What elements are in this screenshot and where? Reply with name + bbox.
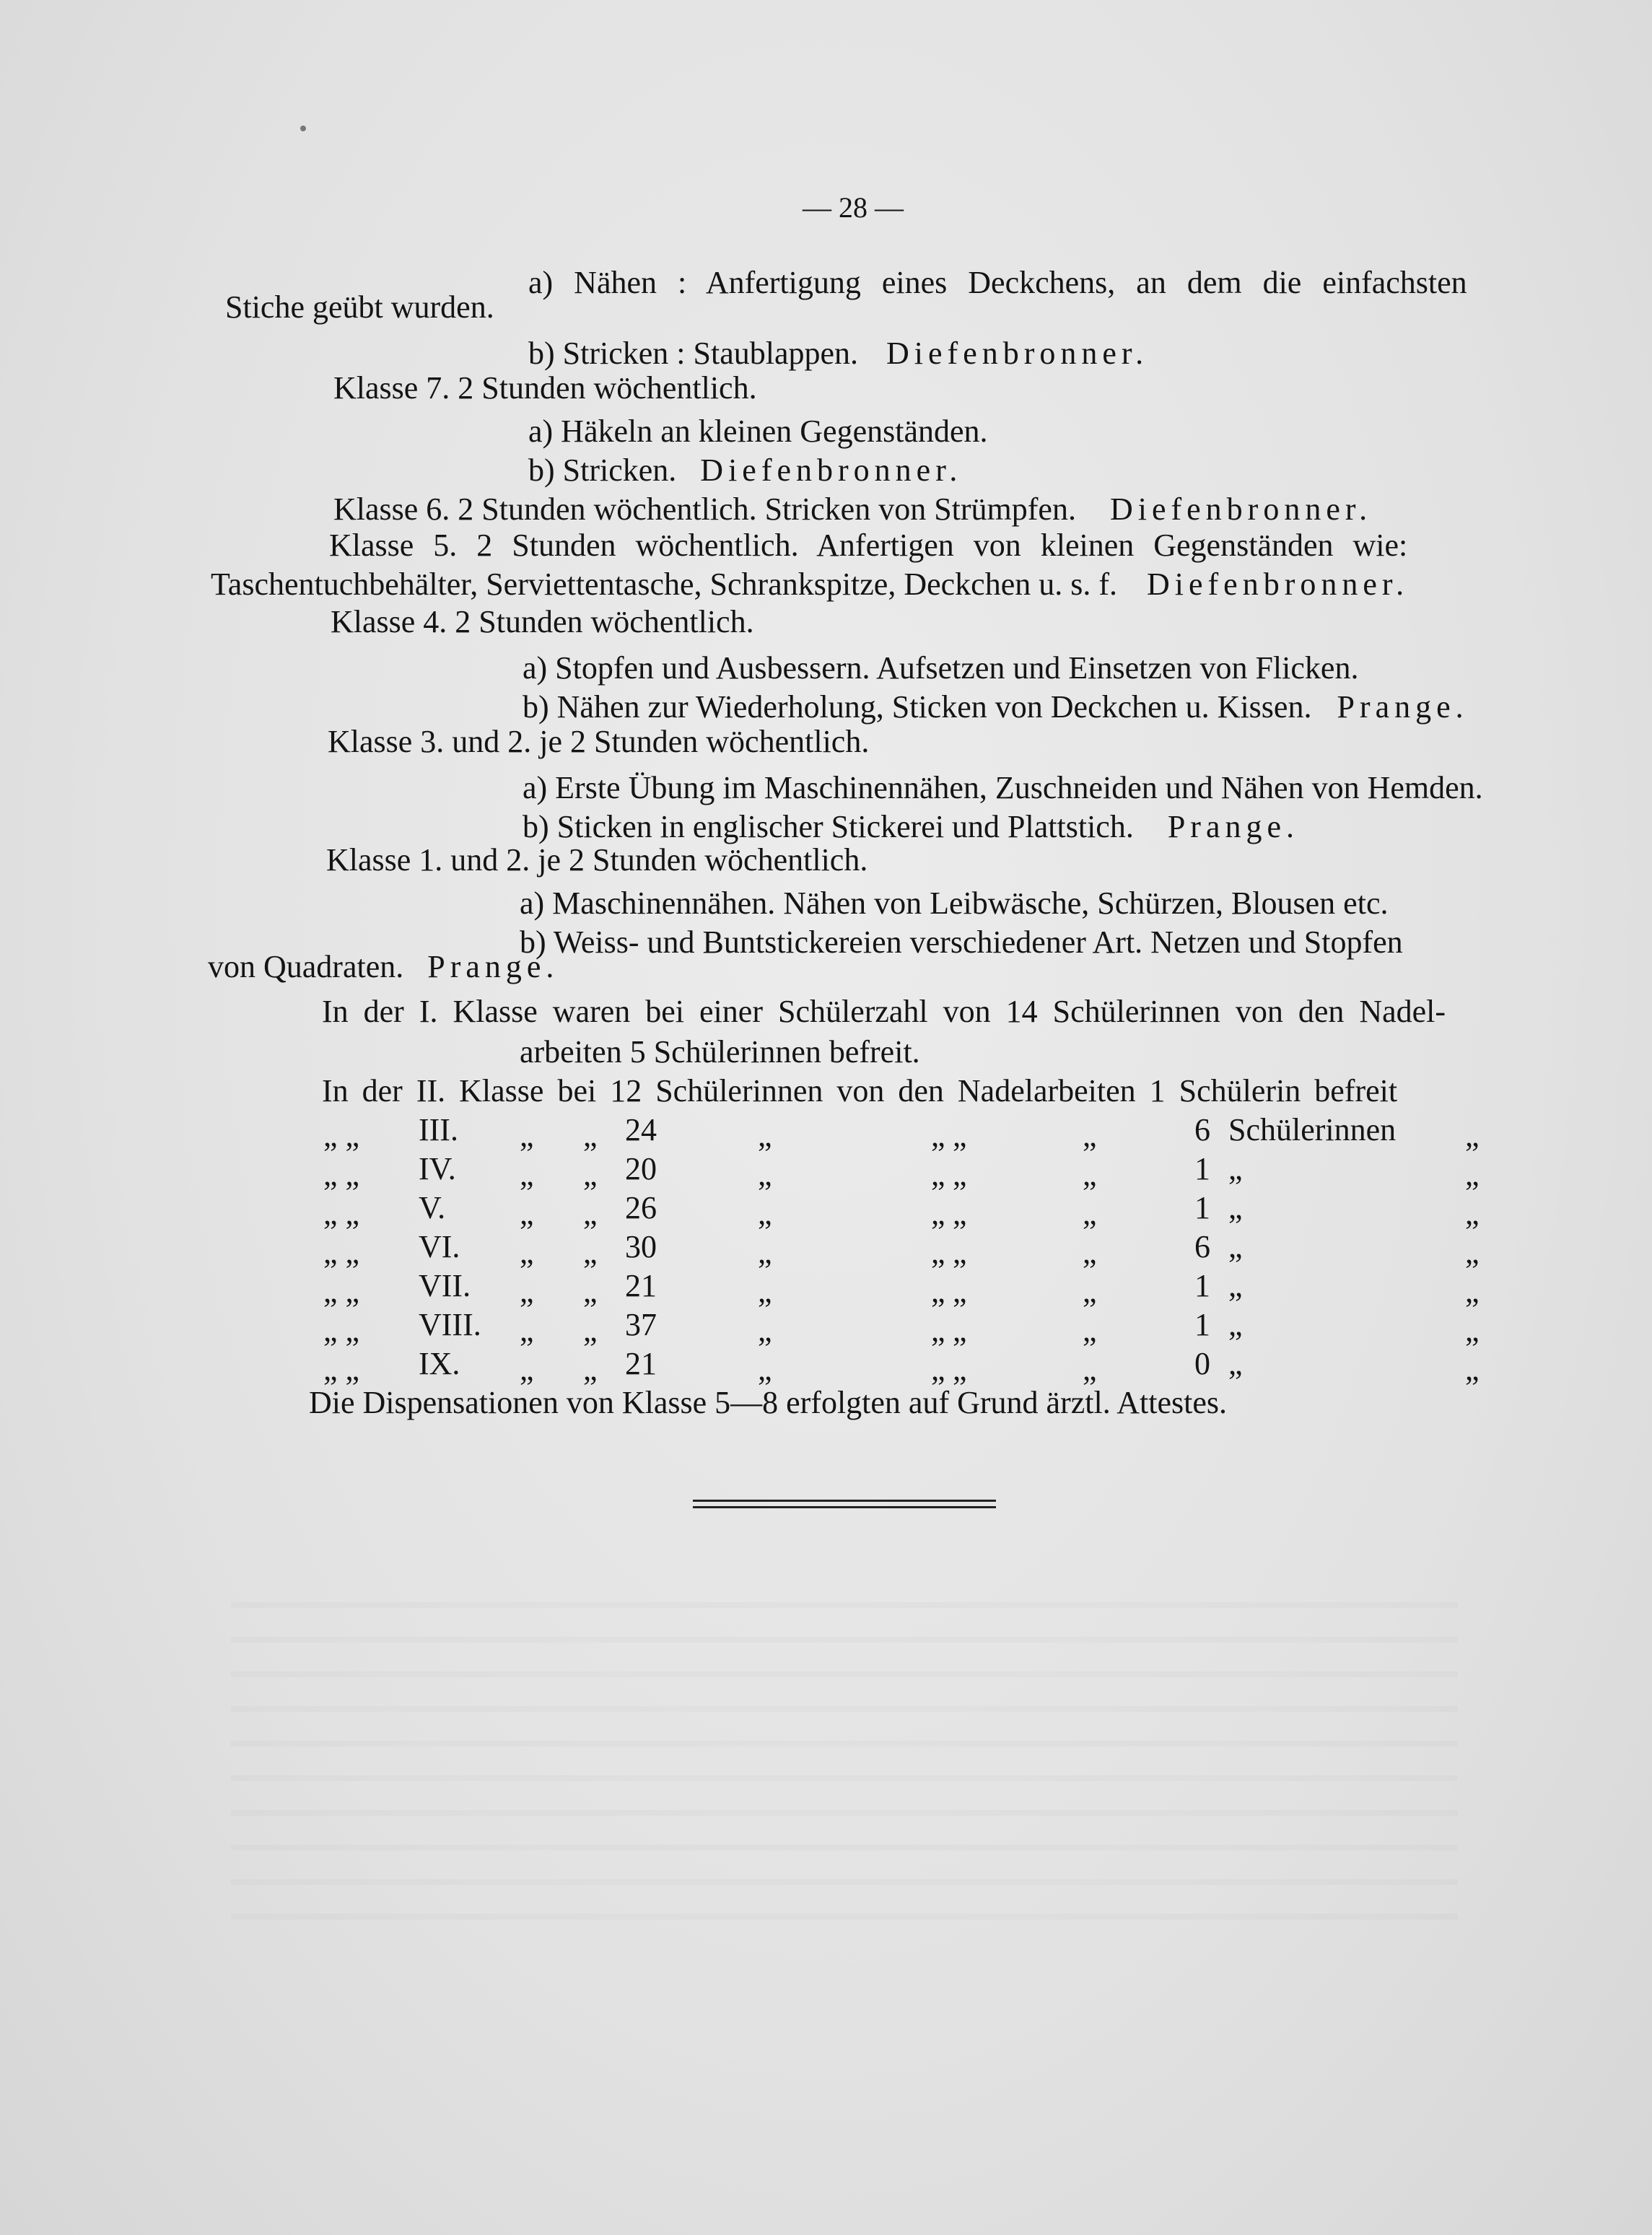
exempt-count: 1 — [1194, 1268, 1210, 1303]
teacher-name: Prange. — [427, 949, 559, 984]
teacher-name: Diefenbronner. — [1109, 491, 1373, 527]
ditto-mark: „ — [520, 1235, 534, 1270]
footer-note: Die Dispensationen von Klasse 5—8 erfolgten auf Grund ärztl. Attestes. — [309, 1385, 1228, 1420]
unit-label: „ — [1228, 1346, 1243, 1381]
ditto-mark: „ — [520, 1196, 534, 1231]
text-line: a) Erste Übung im Maschinennähen, Zuschneiden und Nähen von Hemden. — [523, 770, 1483, 805]
ditto-mark: „ — [931, 1157, 945, 1192]
ditto-mark: „ — [758, 1313, 772, 1348]
unit-label: „ — [1228, 1268, 1243, 1303]
unit-label: „ — [1228, 1229, 1243, 1264]
ditto-mark: „ — [583, 1157, 598, 1192]
text-line — [528, 335, 1148, 372]
ditto-mark: „ — [583, 1118, 598, 1153]
ditto-mark: „ — [1083, 1235, 1097, 1270]
ditto-mark: „ — [931, 1118, 945, 1153]
teacher-name: Diefenbronner. — [886, 336, 1149, 371]
text-line: a) Nähen : Anfertigung eines Deckchens, an dem die einfachsten — [528, 265, 1467, 300]
ditto-mark: „ — [758, 1352, 772, 1387]
pupil-count: 30 — [625, 1229, 657, 1264]
exempt-count: 1 — [1194, 1307, 1210, 1342]
ditto-mark: „ — [1465, 1274, 1480, 1309]
ditto-mark: „ — [931, 1235, 945, 1270]
ditto-mark: „ — [953, 1118, 967, 1153]
pupil-count: 26 — [625, 1190, 657, 1225]
ditto-mark: „ — [758, 1157, 772, 1192]
ditto-mark: „ „ — [323, 1313, 360, 1348]
ditto-mark: „ — [583, 1274, 598, 1309]
ditto-mark: „ — [1083, 1313, 1097, 1348]
unit-label: „ — [1228, 1190, 1243, 1225]
text-line — [523, 688, 1469, 726]
text-line: b) Weiss- und Buntstickereien verschiedener Art. Netzen und Stopfen — [520, 924, 1403, 960]
ditto-mark: „ — [1465, 1352, 1480, 1387]
ditto-mark: „ — [520, 1274, 534, 1309]
text-span: von Quadraten. — [208, 949, 404, 984]
exempt-count: 0 — [1194, 1346, 1210, 1381]
text-line — [208, 948, 559, 986]
ditto-mark: „ — [1083, 1352, 1097, 1387]
class-numeral: IV. — [419, 1151, 456, 1186]
pupil-count: 37 — [625, 1307, 657, 1342]
exempt-count: 6 — [1194, 1229, 1210, 1264]
teacher-name: Diefenbronner. — [1147, 567, 1410, 602]
ditto-mark: „ — [1465, 1313, 1480, 1348]
ditto-mark: „ — [758, 1235, 772, 1270]
text-line: arbeiten 5 Schülerinnen befreit. — [520, 1034, 920, 1070]
speck-mark — [300, 126, 306, 131]
text-line — [528, 452, 962, 489]
text-line — [211, 566, 1409, 603]
ditto-mark: „ — [758, 1196, 772, 1231]
bleed-through-shadow — [231, 1573, 1458, 1948]
class-numeral: III. — [419, 1112, 458, 1147]
text-span: Klasse 6. 2 Stunden wöchentlich. Stricken von Strümpfen. — [333, 491, 1076, 527]
page-number: — 28 — — [803, 191, 904, 224]
text-line: Stiche geübt wurden. — [225, 289, 494, 325]
text-span: b) Sticken in englischer Stickerei und Plattstich. — [523, 809, 1134, 844]
ditto-mark: „ „ — [323, 1352, 360, 1387]
class-numeral: IX. — [419, 1346, 460, 1381]
text-line: Klasse 7. 2 Stunden wöchentlich. — [333, 370, 757, 406]
ditto-mark: „ „ — [323, 1274, 360, 1309]
teacher-name: Diefenbronner. — [700, 452, 963, 488]
ditto-mark: „ — [520, 1118, 534, 1153]
exempt-count: 1 — [1194, 1151, 1210, 1186]
teacher-name: Prange. — [1167, 809, 1300, 844]
ditto-mark: „ — [953, 1352, 967, 1387]
ditto-mark: „ — [1465, 1157, 1480, 1192]
ditto-mark: „ — [1083, 1157, 1097, 1192]
text-line: Klasse 3. und 2. je 2 Stunden wöchentlich. — [328, 724, 870, 759]
unit-label: Schülerinnen — [1228, 1112, 1397, 1147]
class-numeral: VIII. — [419, 1307, 481, 1342]
text-span: Taschentuchbehälter, Serviettentasche, Schrankspitze, Deckchen u. s. f. — [211, 567, 1117, 602]
ditto-mark: „ — [583, 1352, 598, 1387]
unit-label: „ — [1228, 1307, 1243, 1342]
pupil-count: 20 — [625, 1151, 657, 1186]
text-span: b) Stricken : Staublappen. — [528, 336, 859, 371]
text-line: In der I. Klasse waren bei einer Schülerzahl von 14 Schülerinnen von den Nadel- — [322, 994, 1446, 1029]
ditto-mark: „ — [953, 1235, 967, 1270]
ditto-mark: „ — [1083, 1274, 1097, 1309]
ditto-mark: „ „ — [323, 1157, 360, 1192]
ditto-mark: „ — [758, 1118, 772, 1153]
exempt-count: 1 — [1194, 1190, 1210, 1225]
ditto-mark: „ — [583, 1235, 598, 1270]
ditto-mark: „ — [1083, 1118, 1097, 1153]
ditto-mark: „ — [953, 1196, 967, 1231]
ditto-mark: „ — [953, 1274, 967, 1309]
ditto-mark: „ — [953, 1313, 967, 1348]
text-line: In der II. Klasse bei 12 Schülerinnen von den Nadelarbeiten 1 Schülerin befreit — [322, 1073, 1398, 1108]
pupil-count: 24 — [625, 1112, 657, 1147]
ditto-mark: „ — [583, 1313, 598, 1348]
text-line: Klasse 5. 2 Stunden wöchentlich. Anfertigen von kleinen Gegenständen wie: — [329, 528, 1408, 563]
teacher-name: Prange. — [1337, 689, 1469, 725]
ditto-mark: „ „ — [323, 1118, 360, 1153]
ditto-mark: „ — [931, 1274, 945, 1309]
class-numeral: V. — [419, 1190, 446, 1225]
ditto-mark: „ — [953, 1157, 967, 1192]
text-span: b) Nähen zur Wiederholung, Sticken von Deckchen u. Kissen. — [523, 689, 1312, 725]
text-line — [333, 491, 1372, 528]
pupil-count: 21 — [625, 1268, 657, 1303]
text-line: a) Häkeln an kleinen Gegenständen. — [528, 414, 988, 449]
ditto-mark: „ — [1465, 1118, 1480, 1153]
ditto-mark: „ — [1083, 1196, 1097, 1231]
double-rule-divider — [693, 1500, 996, 1508]
ditto-mark: „ — [520, 1313, 534, 1348]
ditto-mark: „ — [931, 1196, 945, 1231]
ditto-mark: „ — [931, 1313, 945, 1348]
unit-label: „ — [1228, 1151, 1243, 1186]
text-line: a) Stopfen und Ausbessern. Aufsetzen und Einsetzen von Flicken. — [523, 650, 1359, 686]
exempt-count: 6 — [1194, 1112, 1210, 1147]
text-line — [523, 808, 1299, 846]
text-line: Klasse 1. und 2. je 2 Stunden wöchentlich. — [326, 842, 868, 878]
ditto-mark: „ „ — [323, 1235, 360, 1270]
text-line: a) Maschinennähen. Nähen von Leibwäsche, Schürzen, Blousen etc. — [520, 885, 1389, 921]
pupil-count: 21 — [625, 1346, 657, 1381]
ditto-mark: „ — [758, 1274, 772, 1309]
ditto-mark: „ — [520, 1157, 534, 1192]
ditto-mark: „ — [583, 1196, 598, 1231]
ditto-mark: „ — [1465, 1235, 1480, 1270]
ditto-mark: „ — [520, 1352, 534, 1387]
ditto-mark: „ — [931, 1352, 945, 1387]
text-span: b) Stricken. — [528, 452, 677, 488]
class-numeral: VII. — [419, 1268, 471, 1303]
ditto-mark: „ „ — [323, 1196, 360, 1231]
ditto-mark: „ — [1465, 1196, 1480, 1231]
text-line: Klasse 4. 2 Stunden wöchentlich. — [331, 604, 754, 639]
class-numeral: VI. — [419, 1229, 460, 1264]
